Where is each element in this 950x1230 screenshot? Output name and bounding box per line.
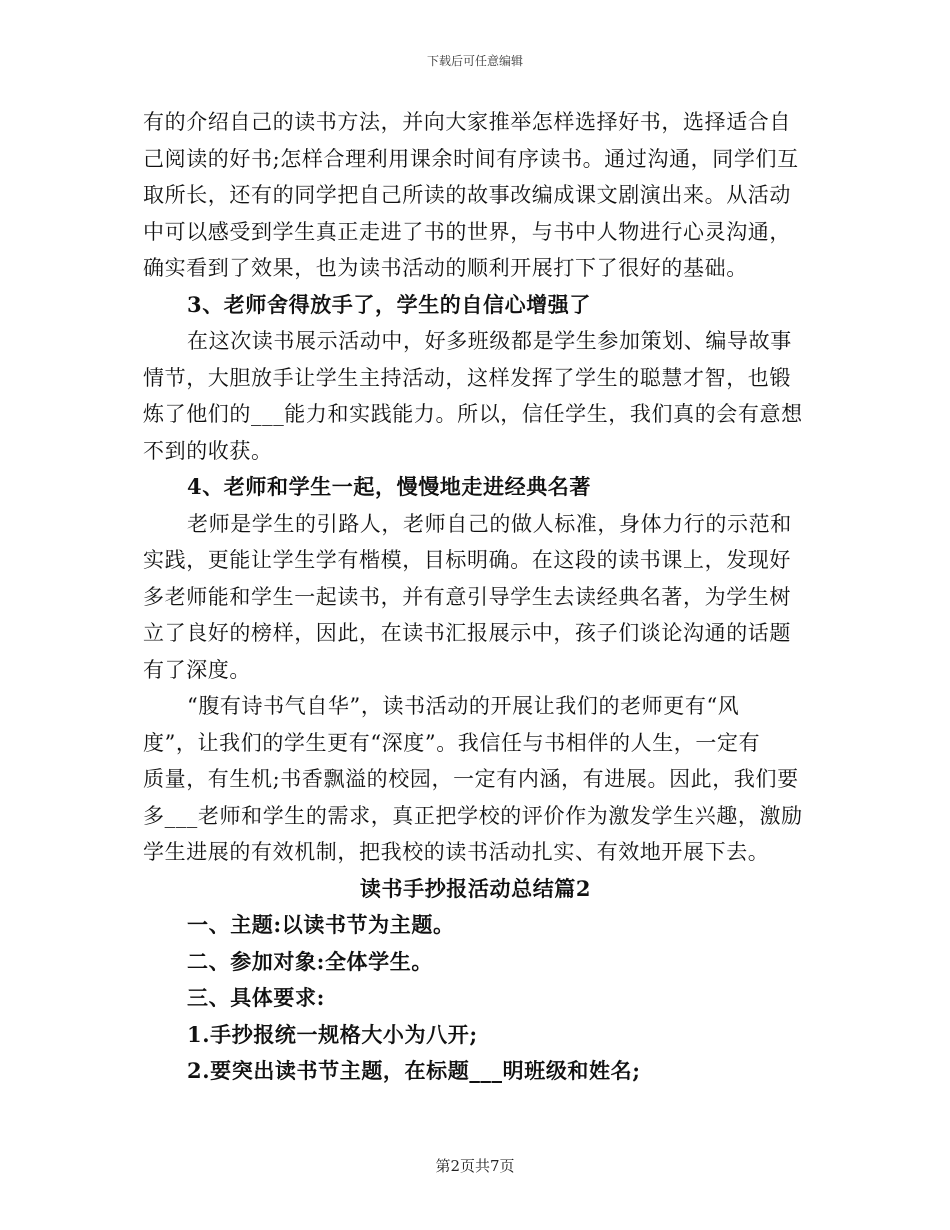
text-line: 度”，让我们的学生更有“深度”。我信任与书相伴的人生，一定有 (143, 730, 761, 755)
text-line: 己阅读的好书;怎样合理利用课余时间有序读书。通过沟通，同学们互 (143, 146, 799, 171)
section-heading: 3、老师舍得放手了，学生的自信心增强了 (187, 291, 592, 317)
page-footer: 第2页共7页 (435, 1157, 515, 1175)
article-title: 读书手抄报活动总结篇2 (359, 875, 592, 901)
text-line: 有的介绍自己的读书方法，并向大家推举怎样选择好书，选择适合自 (143, 110, 791, 134)
list-item: 三、具体要求: (187, 985, 325, 1010)
text-line: 确实看到了效果，也为读书活动的顺利开展打下了很好的基础。 (143, 256, 748, 280)
list-item: 1.手抄报统一规格大小为八开; (187, 1021, 478, 1047)
text-line: 老师是学生的引路人，老师自己的做人标准，身体力行的示范和 (187, 511, 792, 536)
text-line: “腹有诗书气自华”，读书活动的开展让我们的老师更有“风 (187, 694, 740, 718)
text-line: 质量，有生机;书香飘溢的校园，一定有内涵，有进展。因此，我们要 (143, 767, 799, 791)
text-line: 在这次读书展示活动中，好多班级都是学生参加策划、编导故事 (187, 329, 792, 353)
text-line: 实践，更能让学生学有楷模，目标明确。在这段的读书课上，发现好 (143, 548, 791, 572)
page-header: 下载后可任意编辑 (426, 54, 523, 68)
text-line: 多老师能和学生一起读书，并有意引导学生去读经典名著，为学生树 (143, 584, 791, 609)
text-line: 有了深度。 (143, 657, 251, 682)
text-line: 学生进展的有效机制，把我校的读书活动扎实、有效地开展下去。 (143, 840, 770, 864)
text-line: 多___老师和学生的需求，真正把学校的评价作为激发学生兴趣，激励 (143, 803, 803, 828)
text-line: 情节，大胆放手让学生主持活动，这样发挥了学生的聪慧才智，也锻 (143, 365, 791, 390)
text-line: 立了良好的榜样，因此，在读书汇报展示中，孩子们谈论沟通的话题 (143, 621, 791, 645)
list-item: 二、参加对象:全体学生。 (187, 948, 433, 974)
list-item: 2.要突出读书节主题，在标题___明班级和姓名; (187, 1058, 641, 1083)
list-item: 一、主题:以读书节为主题。 (187, 912, 455, 937)
document-body (143, 104, 808, 1090)
text-line: 取所长，还有的同学把自己所读的故事改编成课文剧演出来。从活动 (143, 183, 791, 207)
text-line: 中可以感受到学生真正走进了书的世界，与书中人物进行心灵沟通， (143, 219, 791, 244)
section-heading: 4、老师和学生一起，慢慢地走进经典名著 (187, 474, 592, 499)
text-line: 不到的收获。 (143, 438, 273, 463)
text-line: 炼了他们的___能力和实践能力。所以，信任学生，我们真的会有意想 (143, 402, 803, 426)
